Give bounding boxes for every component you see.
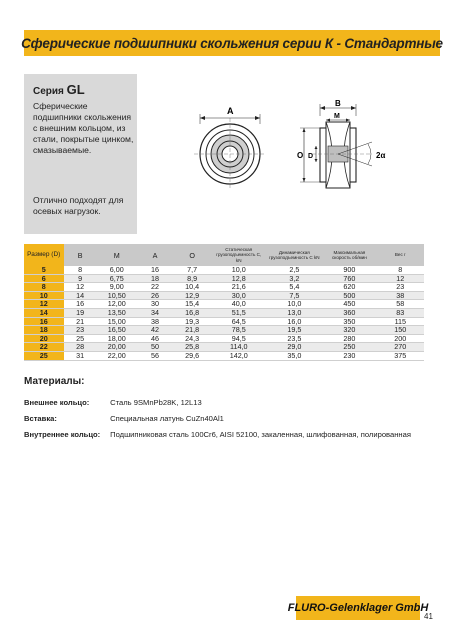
table-cell: 760 [322, 274, 376, 283]
table-cell: 23 [377, 283, 424, 292]
table-cell: 350 [322, 317, 376, 326]
table-cell: 620 [322, 283, 376, 292]
table-cell: 2,5 [267, 266, 323, 274]
table-cell: 21,6 [211, 283, 267, 292]
page-number: 41 [424, 612, 433, 621]
table-cell: 24,3 [173, 334, 211, 343]
table-cell: 12 [24, 300, 64, 309]
materials-title: Материалы: [24, 376, 85, 387]
table-cell: 12,00 [97, 300, 137, 309]
table-body [24, 266, 424, 360]
table-cell: 7,7 [173, 266, 211, 274]
table-cell: 230 [322, 351, 376, 360]
bearing-side-view [312, 122, 372, 188]
table-cell: 7,5 [267, 291, 323, 300]
table-cell: 10 [24, 291, 64, 300]
table-row [24, 283, 424, 292]
table-cell: 46 [137, 334, 174, 343]
label-a: A [227, 106, 234, 116]
table-header-row [24, 244, 424, 266]
table-cell: 21,8 [173, 326, 211, 335]
label-b: B [335, 99, 341, 108]
table-cell: 500 [322, 291, 376, 300]
table-row [24, 266, 424, 274]
material-value: Сталь 9SMnPb28K, 12L13 [110, 398, 202, 407]
material-label: Внешнее кольцо: [24, 398, 90, 407]
series-code: GL [66, 82, 85, 97]
table-cell: 360 [322, 308, 376, 317]
brand-footer [287, 596, 429, 620]
table-cell: 9,00 [97, 283, 137, 292]
table-cell: 150 [377, 326, 424, 335]
table-cell: 64,5 [211, 317, 267, 326]
table-cell: 19,3 [173, 317, 211, 326]
table-cell: 16 [137, 266, 174, 274]
table-cell: 16,50 [97, 326, 137, 335]
label-d: D [308, 153, 314, 160]
table-cell: 34 [137, 308, 174, 317]
table-cell: 12 [377, 274, 424, 283]
table-cell: 200 [377, 334, 424, 343]
table-cell: 8 [64, 266, 97, 274]
table-cell: 8 [24, 283, 64, 292]
table-row [24, 291, 424, 300]
table-row [24, 343, 424, 352]
table-cell: 16,8 [173, 308, 211, 317]
table-cell: 19 [64, 308, 97, 317]
material-row-outer [24, 398, 202, 407]
material-value: Специальная латунь CuZn40Al1 [110, 414, 224, 423]
table-cell: 50 [137, 343, 174, 352]
table-cell: 25,8 [173, 343, 211, 352]
table-cell: 23,5 [267, 334, 323, 343]
table-cell: 280 [322, 334, 376, 343]
table-cell: 15,00 [97, 317, 137, 326]
table-cell: 375 [377, 351, 424, 360]
table-cell: 38 [137, 317, 174, 326]
header-a: A [137, 244, 174, 266]
series-description: Сферические подшипники скольжения с внешним кольцом, из стали, покрытые цинком, смазываемые. [33, 101, 134, 155]
table-row [24, 317, 424, 326]
table-cell: 320 [322, 326, 376, 335]
table-cell: 8,9 [173, 274, 211, 283]
table-cell: 30,0 [211, 291, 267, 300]
header-b: B [64, 244, 97, 266]
label-2a: 2α [376, 151, 386, 160]
table-cell: 12 [64, 283, 97, 292]
table-cell: 25 [24, 351, 64, 360]
table-cell: 8 [377, 266, 424, 274]
table-cell: 29,6 [173, 351, 211, 360]
table-cell: 42 [137, 326, 174, 335]
brand-name: FLURO-Gelenklager GmbH [287, 602, 429, 614]
series-note: Отлично подходят для осевых нагрузок. [33, 195, 124, 216]
table-cell: 10,4 [173, 283, 211, 292]
series-heading [33, 82, 85, 97]
table-cell: 40,0 [211, 300, 267, 309]
table-cell: 28 [64, 343, 97, 352]
material-label: Внутреннее кольцо: [24, 430, 101, 439]
table-cell: 10,0 [267, 300, 323, 309]
table-cell: 51,5 [211, 308, 267, 317]
table-cell: 13,50 [97, 308, 137, 317]
table-row [24, 274, 424, 283]
table-cell: 16 [24, 317, 64, 326]
table-cell: 18 [137, 274, 174, 283]
page-title-bar [21, 30, 443, 56]
table-cell: 5 [24, 266, 64, 274]
table-cell: 15,4 [173, 300, 211, 309]
series-label: Серия [33, 86, 64, 97]
table-row [24, 334, 424, 343]
series-info-panel [24, 74, 137, 234]
table-cell: 114,0 [211, 343, 267, 352]
table-cell: 270 [377, 343, 424, 352]
table-row [24, 326, 424, 335]
page-title: Сферические подшипники скольжения серии К - Стандартные [21, 35, 443, 51]
table-cell: 31 [64, 351, 97, 360]
table-cell: 22,00 [97, 351, 137, 360]
table-row [24, 308, 424, 317]
table-cell: 94,5 [211, 334, 267, 343]
table-cell: 29,0 [267, 343, 323, 352]
table-cell: 58 [377, 300, 424, 309]
table-cell: 22 [137, 283, 174, 292]
table-cell: 25 [64, 334, 97, 343]
header-m: M [97, 244, 137, 266]
table-cell: 20 [24, 334, 64, 343]
table-cell: 12,9 [173, 291, 211, 300]
header-size: Размер (D) [24, 244, 64, 266]
material-value: Подшипниковая сталь 100Cr6, AISI 52100, закаленная, шлифованная, полированная [110, 430, 411, 439]
table-cell: 142,0 [211, 351, 267, 360]
material-row-inner [24, 430, 411, 439]
table-row [24, 300, 424, 309]
table-cell: 12,8 [211, 274, 267, 283]
table-cell: 5,4 [267, 283, 323, 292]
table-cell: 9 [64, 274, 97, 283]
table-cell: 18 [24, 326, 64, 335]
table-cell: 78,5 [211, 326, 267, 335]
table-row [24, 351, 424, 360]
table-cell: 10,50 [97, 291, 137, 300]
table-cell: 3,2 [267, 274, 323, 283]
header-dynamic-load: Динамическая грузоподъемность C kN [267, 244, 323, 266]
table-cell: 6,75 [97, 274, 137, 283]
header-static-load: Статическая грузоподъемность C, kN [211, 244, 267, 266]
header-weight: Вес г [377, 244, 424, 266]
material-label: Вставка: [24, 414, 57, 423]
header-max-speed: Максимальная скорость об/мин [322, 244, 376, 266]
table-cell: 20,00 [97, 343, 137, 352]
dimensions-table [24, 244, 424, 361]
material-row-insert [24, 414, 224, 423]
table-cell: 900 [322, 266, 376, 274]
table-cell: 38 [377, 291, 424, 300]
table-cell: 30 [137, 300, 174, 309]
table-cell: 18,00 [97, 334, 137, 343]
bearing-technical-drawing [180, 96, 436, 206]
table-cell: 26 [137, 291, 174, 300]
table-cell: 115 [377, 317, 424, 326]
label-m: M [334, 113, 340, 120]
table-cell: 450 [322, 300, 376, 309]
table-cell: 6 [24, 274, 64, 283]
table-cell: 16,0 [267, 317, 323, 326]
table-cell: 6,00 [97, 266, 137, 274]
table-cell: 56 [137, 351, 174, 360]
table-cell: 19,5 [267, 326, 323, 335]
table-cell: 10,0 [211, 266, 267, 274]
table-cell: 13,0 [267, 308, 323, 317]
table-cell: 16 [64, 300, 97, 309]
table-cell: 22 [24, 343, 64, 352]
table-cell: 14 [64, 291, 97, 300]
table-cell: 23 [64, 326, 97, 335]
table-cell: 14 [24, 308, 64, 317]
table-cell: 35,0 [267, 351, 323, 360]
header-o: O [173, 244, 211, 266]
bearing-front-view [194, 118, 266, 190]
table-cell: 83 [377, 308, 424, 317]
label-o: O [297, 151, 304, 160]
table-cell: 21 [64, 317, 97, 326]
table-cell: 250 [322, 343, 376, 352]
